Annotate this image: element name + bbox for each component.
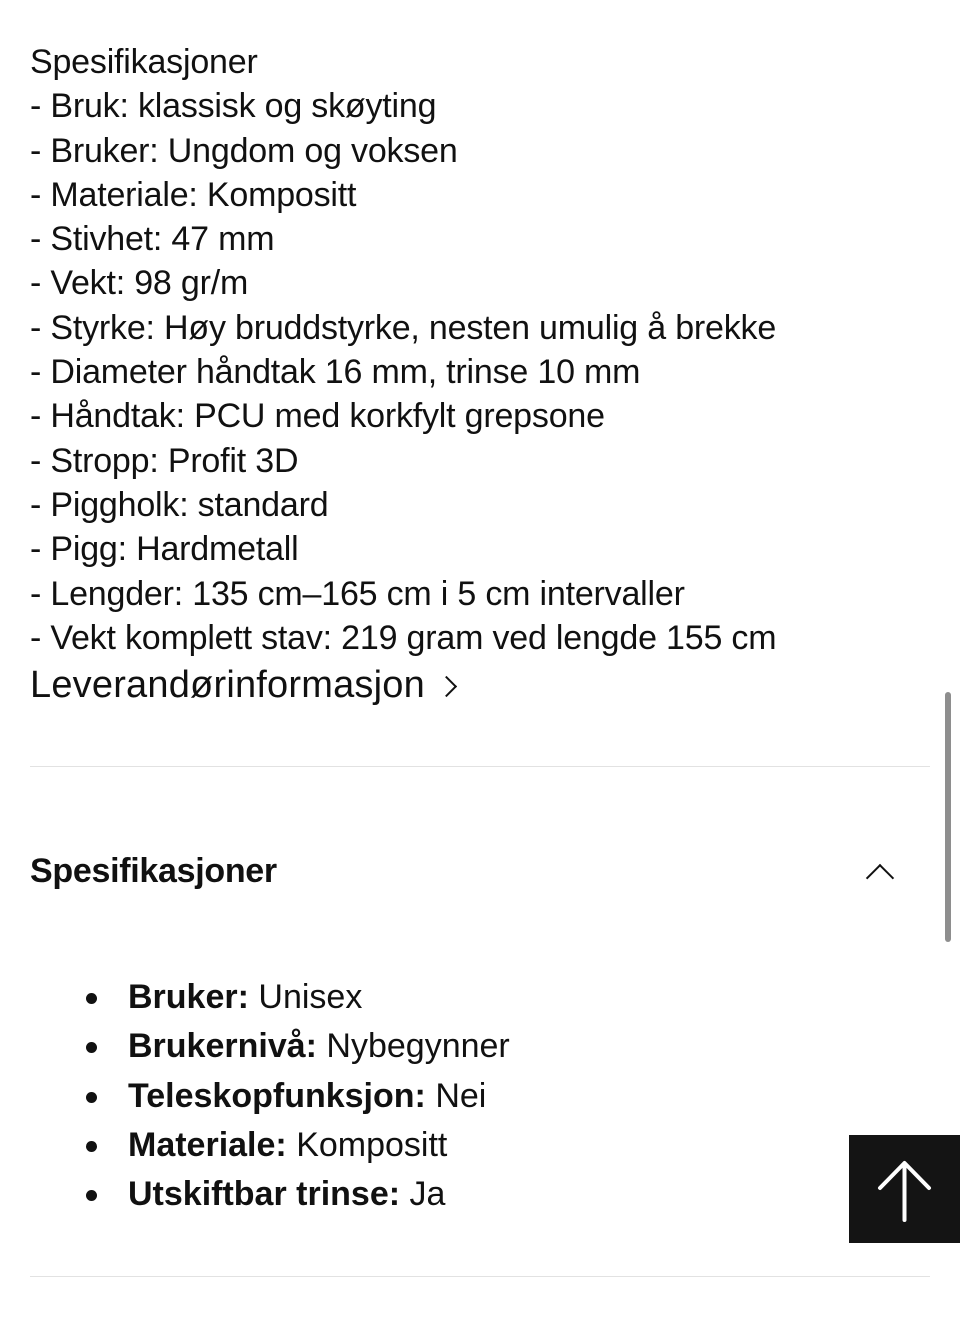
product-description xyxy=(30,40,910,660)
description-line: - Materiale: Kompositt xyxy=(30,175,357,214)
description-line: - Vekt: 98 gr/m xyxy=(30,264,249,303)
description-line: - Diameter håndtak 16 mm, trinse 10 mm xyxy=(30,353,641,392)
bullet-icon xyxy=(86,993,97,1004)
spec-value: Unisex xyxy=(258,978,363,1016)
specifications-title: Spesifikasjoner xyxy=(30,851,277,890)
description-line: - Pigg: Hardmetall xyxy=(30,530,299,569)
specifications-accordion-toggle[interactable] xyxy=(30,846,910,896)
spec-label: Brukernivå: xyxy=(128,1027,317,1066)
spec-label: Utskiftbar trinse: xyxy=(128,1175,401,1214)
spec-label: Teleskopfunksjon: xyxy=(128,1076,426,1115)
scroll-to-top-button[interactable] xyxy=(849,1135,960,1243)
description-line: - Håndtak: PCU med korkfylt grepsone xyxy=(30,397,605,436)
description-line: - Bruk: klassisk og skøyting xyxy=(30,87,437,126)
section-divider xyxy=(30,766,930,767)
bullet-icon xyxy=(86,1042,97,1053)
spec-item-utskiftbar-trinse xyxy=(82,1170,510,1219)
description-heading: Spesifikasjoner xyxy=(30,43,258,81)
spec-label: Bruker: xyxy=(128,978,249,1016)
spec-item-bruker xyxy=(82,973,510,1022)
description-line: - Bruker: Ungdom og voksen xyxy=(30,131,458,170)
spec-value: Kompositt xyxy=(296,1125,448,1164)
description-line: - Vekt komplett stav: 219 gram ved lengde 155 cm xyxy=(30,618,777,657)
chevron-up-icon[interactable] xyxy=(866,864,894,892)
description-line: - Stivhet: 47 mm xyxy=(30,220,275,259)
specifications-list xyxy=(82,973,510,1219)
spec-value: Nei xyxy=(435,1076,487,1115)
spec-value: Nybegynner xyxy=(326,1027,510,1066)
spec-label: Materiale: xyxy=(128,1125,287,1164)
bullet-icon xyxy=(86,1190,97,1201)
supplier-info-label: Leverandørinformasjon xyxy=(30,664,425,706)
arrow-up-icon xyxy=(849,1135,960,1243)
spec-value: Ja xyxy=(409,1175,446,1214)
description-line: - Stropp: Profit 3D xyxy=(30,441,299,480)
bullet-icon xyxy=(86,1141,97,1152)
description-line: - Lengder: 135 cm–165 cm i 5 cm intervaller xyxy=(30,574,685,613)
scrollbar[interactable] xyxy=(945,692,951,942)
spec-item-teleskopfunksjon xyxy=(82,1072,510,1121)
spec-item-brukerniva xyxy=(82,1022,510,1071)
bullet-icon xyxy=(86,1092,97,1103)
supplier-info-link[interactable] xyxy=(30,660,454,710)
description-line: - Piggholk: standard xyxy=(30,485,329,524)
spec-item-materiale xyxy=(82,1121,510,1170)
section-divider xyxy=(30,1276,930,1277)
chevron-right-icon xyxy=(436,675,457,696)
description-line: - Styrke: Høy bruddstyrke, nesten umulig å brekke xyxy=(30,308,777,347)
